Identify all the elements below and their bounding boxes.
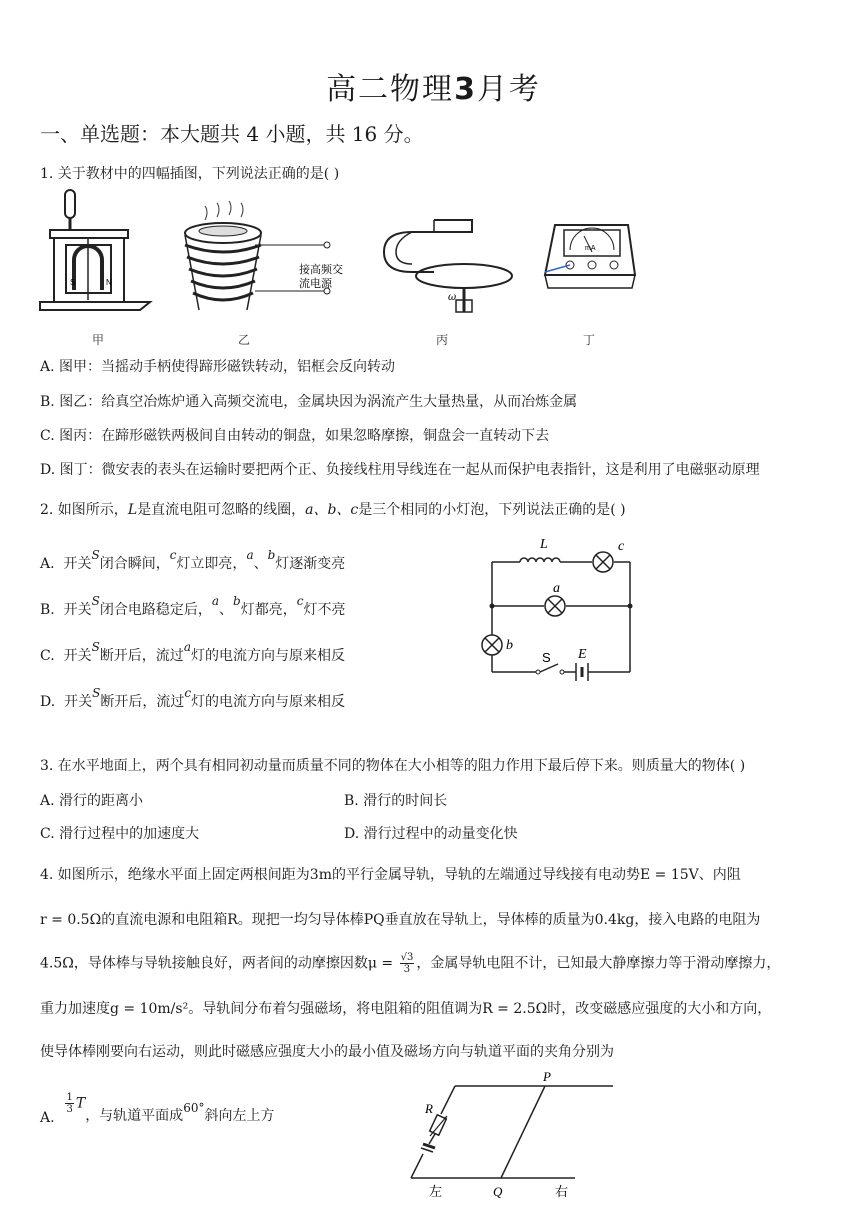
q1-option-c: C. 图丙：在蹄形磁铁两极间自由转动的铜盘，如果忽略摩擦，铜盘会一直转动下去 (40, 428, 550, 444)
question-4-line-3: 4.5Ω，导体棒与导轨接触良好，两者间的动摩擦因数μ = $\frac{√3}{3}$ ，金属导轨电阻不计，已知最大静摩擦力等于滑动摩擦力， (40, 952, 781, 975)
q3-option-b: B. 滑行的时间长 (344, 793, 448, 809)
rail-label-right: 右 (555, 1185, 569, 1200)
q1-option-b: B. 图乙：给真空冶炼炉通入高频交流电，金属块因为涡流产生大量热量，从而冶炼金属 (40, 394, 578, 410)
rail-label-q: Q (493, 1184, 503, 1199)
circuit-label-c: c (618, 539, 625, 554)
omega-label: ω (448, 292, 457, 303)
question-3-stem: 3. 在水平地面上，两个具有相同初动量而质量不同的物体在大小相等的阻力作用下最后停下来。则质量大的物体( ) (40, 758, 746, 774)
q2-option-c: C. 开关S断开后，流过a灯的电流方向与原来相反 (40, 640, 345, 664)
magnet-label-s: S (70, 278, 76, 287)
figure-jia (40, 190, 155, 320)
question-4-line-2: r = 0.5Ω的直流电源和电阻箱R。现把一均匀导体棒PQ垂直放在导轨上，导体棒的质量为0.4kg，接入电路的电阻为 (40, 912, 761, 928)
rail-label-left: 左 (429, 1185, 443, 1200)
option-a-fraction: $\frac{1}{3}$ (66, 1092, 73, 1115)
question-2-stem: 2. 如图所示，L是直流电阻可忽略的线圈，a、b、c是三个相同的小灯泡，下列说法正确的是( ) (40, 502, 626, 518)
figure-bing (372, 210, 522, 320)
circuit-label-s: S (542, 650, 551, 665)
q1-option-a: A. 图甲：当摇动手柄使得蹄形磁铁转动，铝框会反向转动 (40, 359, 396, 375)
q1-option-d: D. 图丁：微安表的表头在运输时要把两个正、负接线柱用导线连在一起从而保护电表指针，这是利用了电磁驱动原理 (40, 462, 760, 478)
circuit-label-a: a (553, 581, 560, 596)
figure-ding (540, 220, 640, 295)
question-4-line-1: 4. 如图所示，绝缘水平面上固定两根间距为3m的平行金属导轨，导轨的左端通过导线接有电动势E = 15V、内阻 (40, 867, 741, 883)
q3-option-a: A. 滑行的距离小 (40, 793, 144, 809)
rail-label-r: R (425, 1101, 433, 1116)
caption-ding: 丁 (583, 333, 596, 347)
question-4-line-4: 重力加速度g = 10m/s²。导轨间分布着匀强磁场，将电阻箱的阻值调为R = 2.5Ω时，改变磁感应强度的大小和方向， (40, 1001, 772, 1017)
magnet-label-n: N (106, 278, 112, 287)
section-heading: 一、单选题：本大题共 4 小题，共 16 分。 (40, 122, 424, 146)
page-title: 高二物理3月考 (326, 72, 541, 107)
furnace-label-line-1: 接高频交 (299, 263, 343, 276)
q3-option-c: C. 滑行过程中的加速度大 (40, 826, 200, 842)
q3-option-d: D. 滑行过程中的动量变化快 (344, 826, 518, 842)
caption-jia: 甲 (92, 333, 105, 347)
q2-circuit-diagram (478, 532, 648, 682)
circuit-label-e: E (578, 647, 587, 662)
question-1-stem: 1. 关于教材中的四幅插图，下列说法正确的是( ) (40, 166, 340, 182)
q4-rail-diagram (405, 1068, 620, 1200)
rail-label-p: P (543, 1069, 551, 1084)
caption-yi: 乙 (238, 333, 251, 347)
q2-option-a: A. 开关S闭合瞬间，c灯立即亮，a、b灯逐渐变亮 (40, 548, 346, 572)
q2-option-d: D. 开关S断开后，流过c灯的电流方向与原来相反 (40, 686, 346, 710)
q2-option-b: B. 开关S闭合电路稳定后，a、b灯都亮，c灯不亮 (40, 594, 346, 618)
circuit-label-l: L (540, 537, 548, 552)
q4-option-a: A. $\frac{1}{3}$ T，与轨道平面成60°斜向左上方 (40, 1092, 275, 1126)
question-4-line-5: 使导体棒刚要向右运动，则此时磁感应强度大小的最小值及磁场方向与轨道平面的夹角分别为 (40, 1044, 614, 1060)
caption-bing: 丙 (436, 333, 449, 347)
furnace-label-line-2: 流电源 (299, 277, 332, 290)
figure-yi (175, 205, 343, 320)
circuit-label-b: b (506, 638, 513, 653)
mu-fraction: $\frac{√3}{3}$ (400, 952, 414, 975)
meter-label: mA (585, 245, 596, 252)
